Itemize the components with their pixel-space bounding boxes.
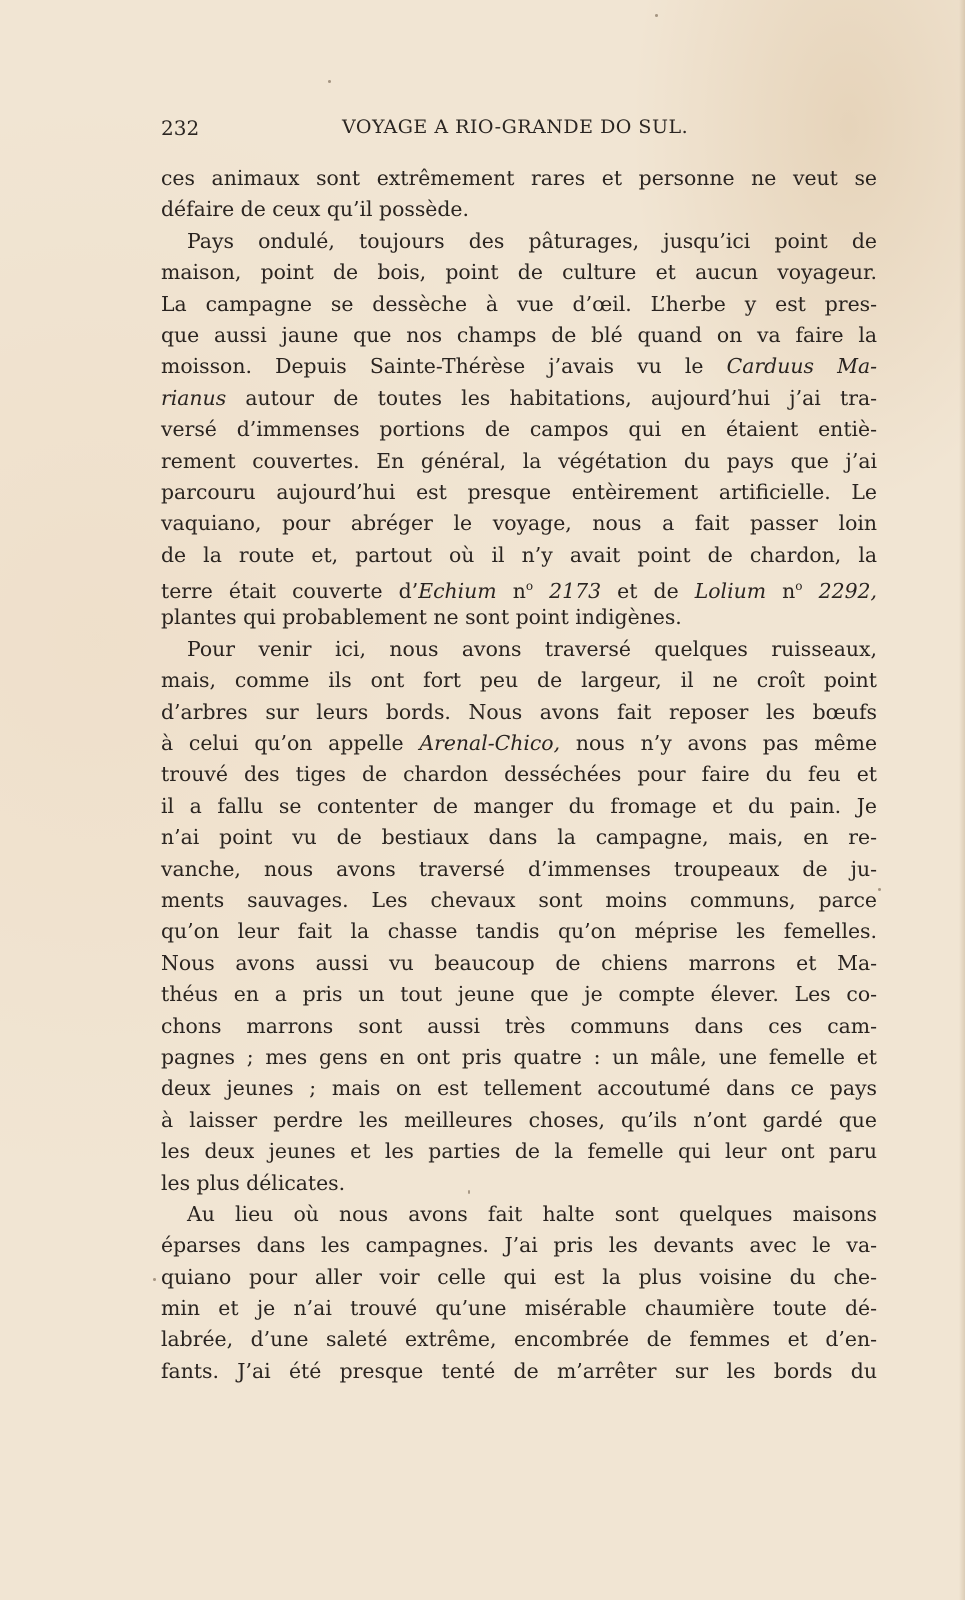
- text-line: vanche, nous avons traversé d’immenses troupeaux de ju-: [161, 856, 877, 881]
- paper-speck: [153, 1278, 156, 1281]
- text-run: à celui qu’on appelle: [161, 731, 404, 756]
- specimen-number: 2292,: [802, 578, 877, 603]
- italic-term: Carduus Ma-: [726, 354, 877, 379]
- paper-speck: [655, 14, 658, 17]
- text-line: [161, 571, 877, 602]
- text-line: La campagne se dessèche à vue d’œil. L’herbe y est pres-: [161, 291, 877, 316]
- text-line: plantes qui probablement ne sont point indigènes.: [161, 605, 682, 630]
- page-number: 232: [161, 116, 200, 140]
- text-run: n: [766, 578, 796, 603]
- text-line: [161, 383, 877, 414]
- text-line: ments sauvages. Les chevaux sont moins communs, parce: [161, 887, 877, 912]
- text-line: mais, comme ils ont fort peu de largeur, il ne croît point: [161, 668, 877, 693]
- text-line: maison, point de bois, point de culture et aucun voyageur.: [161, 260, 877, 285]
- text-run: n: [496, 578, 526, 603]
- text-run: et de: [601, 578, 695, 603]
- text-line: Au lieu où nous avons fait halte sont quelques maisons: [187, 1201, 877, 1226]
- text-line: n’ai point vu de bestiaux dans la campagne, mais, en re-: [161, 825, 877, 850]
- body-text: [161, 163, 877, 1387]
- running-title: VOYAGE A RIO-GRANDE DO SUL.: [342, 116, 689, 138]
- text-line: pagnes ; mes gens en ont pris quatre : un mâle, une femelle et: [161, 1044, 877, 1069]
- text-line: trouvé des tiges de chardon desséchées pour faire du feu et: [161, 762, 877, 787]
- text-line: il a fallu se contenter de manger du fromage et du pain. Je: [161, 793, 877, 818]
- paper-speck: [468, 1190, 470, 1194]
- text-run: terre était couverte d’: [161, 578, 419, 603]
- text-line: vaquiano, pour abréger le voyage, nous a fait passer loin: [161, 511, 877, 536]
- italic-term: Echium: [418, 578, 497, 603]
- superscript: o: [795, 579, 803, 594]
- text-line: quiano pour aller voir celle qui est la plus voisine du che-: [161, 1264, 877, 1289]
- text-line: [161, 351, 877, 382]
- text-line: de la route et, partout où il n’y avait point de chardon, la: [161, 542, 877, 567]
- text-line: ces animaux sont extrêmement rares et personne ne veut se: [161, 166, 877, 190]
- paper-speck: [878, 888, 881, 891]
- text-line: théus en a pris un tout jeune que je compte élever. Les co-: [161, 982, 877, 1007]
- text-line: Pour venir ici, nous avons traversé quelques ruisseaux,: [187, 636, 877, 661]
- text-line: min et je n’ai trouvé qu’une misérable chaumière toute dé-: [161, 1296, 877, 1321]
- text-line: Nous avons aussi vu beaucoup de chiens marrons et Ma-: [161, 950, 877, 975]
- specimen-number: 2173: [533, 578, 602, 603]
- text-run: autour de toutes les habitations, aujourd’hui j’ai tra-: [226, 385, 877, 410]
- text-line: qu’on leur fait la chasse tandis qu’on méprise les femelles.: [161, 919, 877, 944]
- text-line: rement couvertes. En général, la végétation du pays que j’ai: [161, 448, 877, 473]
- italic-term: rianus: [161, 385, 227, 410]
- italic-term: Lolium: [694, 578, 767, 603]
- text-run: moisson. Depuis Sainte-Thérèse j’avais vu le: [161, 354, 704, 379]
- page-edge: [959, 0, 965, 1600]
- text-run: nous n’y avons pas même: [560, 731, 878, 756]
- text-line: défaire de ceux qu’il possède.: [161, 197, 469, 222]
- text-line: Pays ondulé, toujours des pâturages, jusqu’ici point de: [187, 228, 877, 253]
- text-line: les deux jeunes et les parties de la femelle qui leur ont paru: [161, 1139, 877, 1164]
- text-line: versé d’immenses portions de campos qui en étaient entiè-: [161, 417, 877, 442]
- text-line: [161, 728, 877, 759]
- italic-term: Arenal-Chico,: [419, 731, 561, 756]
- text-line: labrée, d’une saleté extrême, encombrée de femmes et d’en-: [161, 1327, 877, 1352]
- text-line: éparses dans les campagnes. J’ai pris les devants avec le va-: [161, 1233, 877, 1258]
- running-head: [161, 114, 877, 144]
- text-line: parcouru aujourd’hui est presque entèirement artificielle. Le: [161, 479, 877, 504]
- paper-speck: [328, 80, 331, 83]
- text-line: d’arbres sur leurs bords. Nous avons fait reposer les bœufs: [161, 699, 877, 724]
- text-line: deux jeunes ; mais on est tellement accoutumé dans ce pays: [161, 1076, 877, 1101]
- text-line: à laisser perdre les meilleures choses, qu’ils n’ont gardé que: [161, 1107, 877, 1132]
- text-line: les plus délicates.: [161, 1170, 346, 1195]
- superscript: o: [525, 579, 534, 594]
- text-line: fants. J’ai été presque tenté de m’arrêter sur les bords du: [161, 1358, 877, 1383]
- text-line: chons marrons sont aussi très communs dans ces cam-: [161, 1013, 877, 1038]
- text-line: que aussi jaune que nos champs de blé quand on va faire la: [161, 322, 877, 347]
